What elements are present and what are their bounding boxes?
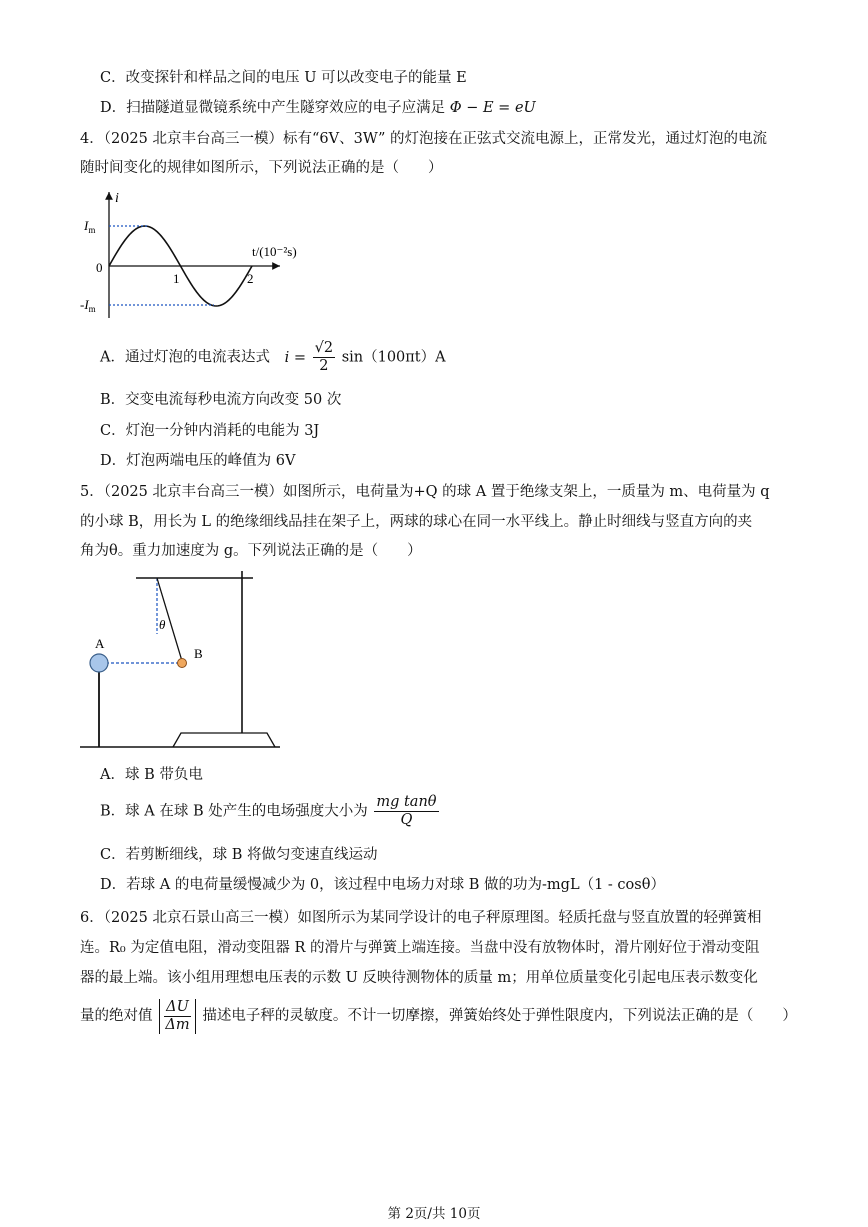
q5-label-a: A bbox=[95, 636, 105, 651]
q4-stem-line2: 随时间变化的规律如图所示，下列说法正确的是（ ） bbox=[80, 160, 443, 176]
q4-y-label: i bbox=[115, 191, 119, 206]
q6-stem-line3: 器的最上端。该小组用理想电压表的示数 U 反映待测物体的质量 m；用单位质量变化引起电压表示数变化 bbox=[80, 970, 758, 986]
q5-option-b-num: mg tanθ bbox=[376, 794, 437, 810]
q3-option-c: C．改变探针和样品之间的电压 U 可以改变电子的能量 E bbox=[100, 70, 467, 86]
q5-frame-base bbox=[173, 733, 275, 747]
q4-option-d: D．灯泡两端电压的峰值为 6V bbox=[100, 453, 296, 469]
q5-option-c: C．若剪断细线，球 B 将做匀变速直线运动 bbox=[100, 847, 378, 863]
q6-sensitivity-den: Δm bbox=[165, 1016, 190, 1033]
q6-stem-line2: 连。R₀ 为定值电阻，滑动变阻器 R 的滑片与弹簧上端连接。当盘中没有放物体时，滑片刚好位于滑动变阻 bbox=[80, 940, 760, 956]
q4-im-label: $I_m$ bbox=[84, 218, 96, 235]
q3-option-d-text: D．扫描隧道显微镜系统中产生隧穿效应的电子应满足 bbox=[100, 100, 446, 116]
q6-stem-line4 bbox=[80, 996, 797, 1036]
q4-zero-label: 0 bbox=[96, 260, 103, 275]
q4-x-label: t/(10⁻²s) bbox=[252, 244, 297, 259]
q5-ball-b bbox=[178, 659, 187, 668]
q3-option-d-formula: Φ − E = eU bbox=[449, 100, 536, 116]
q6-stem-line4-suffix: 描述电子秤的灵敏度。不计一切摩擦，弹簧始终处于弹性限度内，下列说法正确的是（ ） bbox=[202, 1008, 797, 1024]
q5-option-b-fraction bbox=[374, 794, 438, 829]
q4-option-a-rest: sin（100πt）A bbox=[341, 349, 446, 366]
q5-option-b-text: B．球 A 在球 B 处产生的电场强度大小为 bbox=[100, 803, 368, 820]
q6-stem-line4-prefix: 量的绝对值 bbox=[80, 1008, 153, 1024]
q4-option-a-fraction bbox=[313, 340, 335, 375]
q5-pendulum-figure bbox=[80, 566, 290, 754]
q3-option-d bbox=[100, 96, 536, 117]
page-footer: 第 2页/共 10页 bbox=[387, 1206, 481, 1222]
q4-tick-2: 2 bbox=[247, 271, 254, 286]
q4-option-b: B．交变电流每秒电流方向改变 50 次 bbox=[100, 392, 342, 408]
q4-option-a-lhs: i = bbox=[284, 349, 306, 366]
q5-option-a: A．球 B 带负电 bbox=[100, 767, 203, 783]
q5-ball-a bbox=[90, 654, 108, 672]
q5-option-b bbox=[100, 794, 441, 829]
q6-sensitivity-num: ΔU bbox=[166, 998, 189, 1015]
q4-option-a-den: 2 bbox=[319, 358, 329, 374]
q5-option-b-den: Q bbox=[400, 812, 413, 828]
q5-theta-label: θ bbox=[159, 617, 166, 632]
q4-option-a-text: A．通过灯泡的电流表达式 bbox=[100, 349, 270, 366]
q4-option-a-num: √2 bbox=[314, 340, 334, 356]
q4-option-a bbox=[100, 340, 446, 375]
q5-stem-line2: 的小球 B，用长为 L 的绝缘细线品挂在架子上，两球的球心在同一水平线上。静止时细线与竖直方向的夹 bbox=[80, 514, 753, 530]
q5-stem-line1: 5．（2025 北京丰台高三一模）如图所示，电荷量为+Q 的球 A 置于绝缘支架上，一质量为 m、电荷量为 q bbox=[80, 484, 770, 500]
q5-stem-line3: 角为θ。重力加速度为 g。下列说法正确的是（ ） bbox=[80, 543, 422, 559]
q4-tick-1: 1 bbox=[173, 271, 180, 286]
q4-current-graph bbox=[80, 186, 320, 326]
q4-neg-im-label: $-I_m$ bbox=[80, 297, 96, 314]
q6-sensitivity-abs bbox=[159, 999, 196, 1034]
q5-option-d: D．若球 A 的电荷量缓慢减少为 0，该过程中电场力对球 B 做的功为-mgL（1 - cosθ） bbox=[100, 877, 665, 893]
q6-sensitivity-fraction bbox=[164, 999, 191, 1034]
q6-stem-line1: 6．（2025 北京石景山高三一模）如图所示为某同学设计的电子秤原理图。轻质托盘与竖直放置的轻弹簧相 bbox=[80, 910, 762, 926]
q5-label-b: B bbox=[194, 646, 203, 661]
q4-stem-line1: 4．（2025 北京丰台高三一模）标有“6V、3W” 的灯泡接在正弦式交流电源上，正常发光，通过灯泡的电流 bbox=[80, 131, 768, 147]
q4-option-c: C．灯泡一分钟内消耗的电能为 3J bbox=[100, 423, 320, 439]
